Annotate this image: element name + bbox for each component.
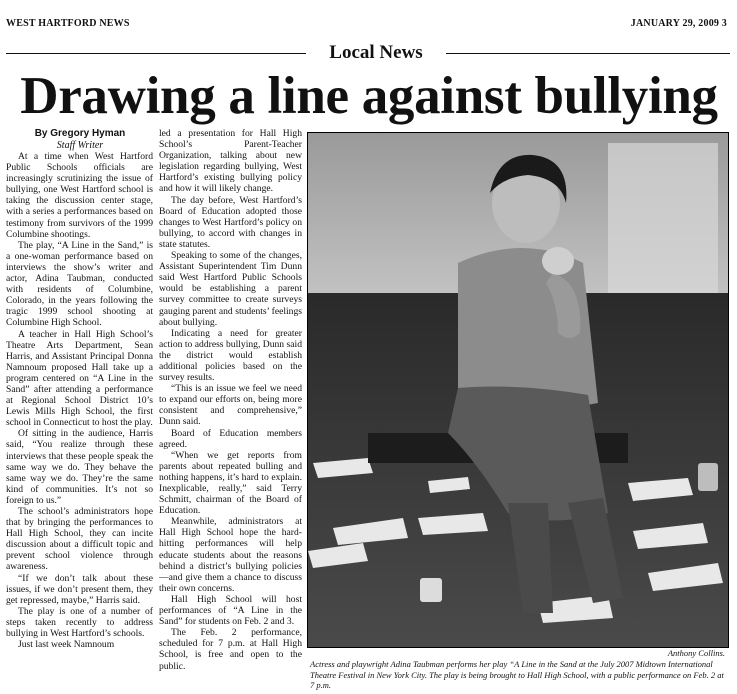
paragraph: “This is an issue we feel we need to expand our efforts on, being more consistent and comprehensive,” Dunn said. bbox=[159, 383, 302, 428]
paragraph: A teacher in Hall High School’s Theatre Arts Department, Sean Harris, and Assistant Principal Donna Namnoum proposed Hall take up a program centered on “A Line in the Sand” after attending a performance at Regional School District 10’s Lewis Mills High School, the first school in Connecticut to host the play. bbox=[6, 328, 153, 429]
headline: Drawing a line against bullying bbox=[20, 67, 718, 125]
paragraph: Indicating a need for greater action to address bullying, Dunn said the district would establish additional policies based on the survey results. bbox=[159, 327, 302, 384]
photo-illustration bbox=[308, 133, 728, 647]
paragraph: Hall High School will host performances of “A Line in the Sand” for students on Feb. 2 and 3. bbox=[159, 593, 302, 628]
paragraph: Board of Education members agreed. bbox=[159, 427, 302, 450]
photo-credit: Anthony Collins. bbox=[667, 648, 725, 658]
paragraph: Just last week Namnoum bbox=[18, 639, 115, 651]
paragraph: Of sitting in the audience, Harris said, “You realize through these interviews that these people speak the same way we do. They behave the same way we do. They’re the same kind of communities. It’s not so foreign to us.” bbox=[6, 428, 153, 506]
paragraph: “If we don’t talk about these issues, if we don’t present them, they get repressed, maybe,” Harris said. bbox=[6, 572, 153, 606]
paragraph: The day before, West Hartford’s Board of Education adopted those changes to West Hartford’s policy on bullying, to accord with changes in state statutes. bbox=[159, 194, 302, 250]
paragraph: The play, “A Line in the Sand,” is a one-woman performance based on interviews the show’s writer and actor, Adina Taubman, conducted with residents of Columbine, Colorado, in the years following the tragic 1999 school shooting at Columbine High School. bbox=[6, 239, 153, 329]
byline bbox=[10, 128, 150, 152]
byline-name: By Gregory Hyman bbox=[34, 128, 126, 139]
paragraph: The Feb. 2 performance, scheduled for 7 p.m. at Hall High School, is free and open to the public. bbox=[159, 627, 302, 672]
paragraph: Speaking to some of the changes, Assistant Superintendent Tim Dunn said West Hartford Public Schools would be establishing a parent survey committee to create surveys gauging parent and students’ feelings about bullying. bbox=[159, 250, 302, 328]
photo-caption: Actress and playwright Adina Taubman performs her play “A Line in the Sand at the July 2007 Midtown International Theatre Festival in New York City. The play is being brought to Hall High School, with a public performance on Feb. 2 at 7 p.m. bbox=[310, 659, 724, 690]
byline-role: Staff Writer bbox=[56, 140, 104, 151]
paragraph: The school’s administrators hope that by bringing the performances to Hall High School, they can incite discussion about a difficult topic and prevent school violence through awareness. bbox=[6, 506, 153, 573]
paragraph: led a presentation for Hall High School’s Parent-Teacher Organization, talking about new legislation regarding bullying, West Hartford’s existing bullying policy and how it will likely change. bbox=[159, 128, 302, 195]
paragraph: The play is one of a number of steps taken recently to address bullying in West Hartford’s schools. bbox=[6, 605, 153, 640]
bright-panel bbox=[608, 143, 718, 293]
performance-photo bbox=[307, 132, 729, 648]
article-column-1 bbox=[6, 151, 153, 694]
section-title: Local News bbox=[329, 42, 423, 63]
masthead bbox=[0, 18, 737, 32]
section-header bbox=[6, 42, 730, 68]
cup bbox=[698, 463, 718, 491]
paper-name: WEST HARTFORD NEWS bbox=[6, 18, 130, 29]
cup bbox=[420, 578, 442, 602]
section-rule-left bbox=[6, 53, 306, 54]
paragraph: At a time when West Hartford Public Schools officials are increasingly scrutinizing the issue of bullying, one West Hartford school is taking the discussion center stage, with a series a performances based on testimony from survivors of the 1999 Columbine shootings. bbox=[6, 151, 153, 240]
article-column-2 bbox=[159, 128, 302, 694]
date-page: JANUARY 29, 2009 3 bbox=[630, 18, 727, 29]
paragraph: “When we get reports from parents about repeated bulling and nothing happens, it’s hard to explain. Inexplicable, really,” said Terry Schmitt, chairman of the Board of Education. bbox=[159, 449, 302, 517]
section-rule-right bbox=[446, 53, 730, 54]
paragraph: Meanwhile, administrators at Hall High School hope the hard-hitting performances will help educate students about the reasons behind a district’s bullying policies—and give them a chance to discuss their own concerns. bbox=[159, 516, 302, 594]
